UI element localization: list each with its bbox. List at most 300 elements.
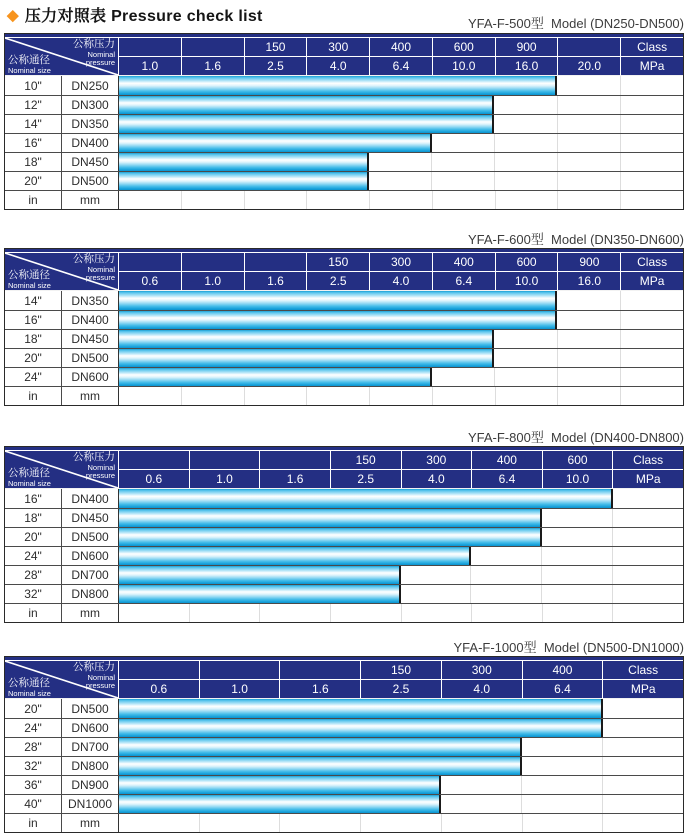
class-header-cell (199, 661, 280, 679)
empty-cell (521, 738, 602, 756)
pressure-bar-segment (119, 311, 181, 329)
mpa-header-cell: MPa (612, 470, 683, 488)
pressure-bar-segment (199, 776, 279, 794)
inch-size-cell: 16" (5, 489, 62, 508)
empty-cell (556, 76, 619, 95)
diamond-icon: ◆ (7, 7, 19, 24)
model-label: YFA-F-500型 Model (DN250-DN500) (467, 16, 684, 31)
class-header-cell: 400 (522, 661, 603, 679)
pressure-range-cells (119, 547, 683, 565)
pressure-bar-segment (243, 349, 305, 367)
mpa-header-cell: 1.0 (199, 680, 280, 698)
empty-cell (495, 191, 558, 209)
class-header-cell: 900 (557, 253, 620, 271)
pressure-bar-segment (119, 566, 189, 584)
pressure-bar-segment (119, 76, 181, 95)
empty-cell (368, 153, 431, 171)
pressure-bar-segment (359, 795, 440, 813)
pressure-bar-segment (520, 699, 601, 718)
empty-cell (557, 387, 620, 405)
empty-cell (620, 76, 683, 95)
class-header-cell: 150 (360, 661, 441, 679)
class-header-cell: Class (620, 38, 683, 56)
pressure-bar-segment (259, 547, 329, 565)
mpa-header-cell: 0.6 (141, 274, 159, 288)
pressure-bar-segment (189, 566, 259, 584)
class-header-row (119, 253, 683, 271)
inch-size-cell: 20" (5, 349, 62, 367)
pressure-bar-segment (306, 330, 368, 348)
pressure-bar-segment (119, 96, 181, 114)
pressure-bar-segment (189, 585, 259, 603)
pressure-bar-segment (243, 115, 305, 133)
empty-cell (542, 604, 613, 622)
inch-size-cell: 12" (5, 96, 62, 114)
pressure-bar-segment (279, 795, 359, 813)
pressure-bar-segment (119, 738, 199, 756)
class-header-cell: 300 (401, 451, 472, 469)
empty-cell (620, 330, 683, 348)
empty-cell (612, 509, 683, 527)
table-body (5, 489, 683, 622)
empty-cell (620, 96, 683, 114)
table-row (5, 348, 683, 367)
mpa-header-cell: 4.0 (369, 272, 432, 290)
empty-cell (612, 585, 683, 603)
pressure-range-cells (119, 795, 683, 813)
mpa-header-row (119, 679, 683, 698)
empty-cell (612, 489, 683, 508)
class-header-cell: Class (602, 661, 683, 679)
class-header-cell: 400 (471, 451, 542, 469)
class-header-cell (119, 253, 181, 271)
pressure-bar-segment (431, 311, 493, 329)
mpa-header-cell: 1.6 (259, 470, 330, 488)
pressure-bar-segment (359, 776, 440, 794)
mpa-header-cell: 1.6 (181, 57, 244, 75)
empty-cell (620, 368, 683, 386)
pressure-range-cells (119, 349, 683, 367)
class-header-cell (557, 38, 620, 56)
mpa-header-cell: 2.5 (306, 272, 369, 290)
table-row (5, 508, 683, 527)
mpa-header-cell: 16.0 (557, 272, 620, 290)
empty-cell (620, 134, 683, 152)
unit-mm-cell: mm (62, 814, 119, 832)
unit-inch-cell: in (5, 191, 62, 209)
pressure-range-cells (119, 115, 683, 133)
pressure-table (4, 33, 684, 210)
empty-cell (493, 96, 556, 114)
inch-size-cell: 24" (5, 368, 62, 386)
empty-cell (494, 368, 557, 386)
pressure-range-cells (119, 291, 683, 310)
nominal-pressure-en1: Nominal (87, 49, 115, 59)
dn-size-cell: DN400 (62, 489, 119, 508)
nominal-pressure-zh: 公称压力 (73, 661, 115, 673)
mpa-header-cell: 4.0 (401, 470, 472, 488)
empty-cell (441, 814, 522, 832)
pressure-bar-segment (368, 311, 430, 329)
pressure-bar-segment (430, 115, 493, 133)
pressure-bar-segment (189, 528, 259, 546)
nominal-size-en: Nominal size (8, 688, 51, 698)
empty-cell (521, 776, 602, 794)
empty-cell (369, 191, 432, 209)
pressure-bar-segment (329, 547, 399, 565)
pressure-bar-segment (259, 566, 329, 584)
pressure-range-cells (119, 738, 683, 756)
mpa-header-cell: 2.5 (244, 57, 307, 75)
class-header-cell (259, 451, 330, 469)
nominal-size-label (8, 55, 51, 74)
dn-size-cell: DN400 (62, 134, 119, 152)
empty-cell (620, 115, 683, 133)
mpa-header-cell: 6.4 (471, 470, 542, 488)
empty-cell (541, 509, 612, 527)
pressure-range-cells (119, 585, 683, 603)
inch-size-cell: 20" (5, 172, 62, 190)
nominal-pressure-zh: 公称压力 (73, 253, 115, 265)
empty-cell (369, 387, 432, 405)
pressure-bar-segment (470, 509, 541, 527)
empty-cell (602, 719, 683, 737)
class-header-cell (181, 38, 244, 56)
pressure-bar-segment (470, 489, 540, 508)
empty-cell (368, 172, 431, 190)
pressure-bar-segment (400, 509, 470, 527)
class-header-cell: 400 (369, 38, 432, 56)
pressure-table (4, 446, 684, 623)
pressure-bar-segment (181, 368, 243, 386)
diagonal-header-cell (5, 253, 119, 290)
pressure-bar-segment (243, 134, 305, 152)
dn-size-cell: DN300 (62, 96, 119, 114)
empty-cell (119, 387, 181, 405)
pressure-range-cells (119, 311, 683, 329)
pressure-bar-segment (181, 134, 243, 152)
empty-cell (244, 191, 307, 209)
inch-size-cell: 20" (5, 699, 62, 718)
empty-cell (470, 585, 541, 603)
pressure-bar-segment (189, 547, 259, 565)
dn-size-cell: DN500 (62, 528, 119, 546)
mpa-header-cell: 2.5 (360, 680, 441, 698)
empty-cell (602, 699, 683, 718)
pressure-bar-segment (181, 172, 243, 190)
empty-cell (306, 387, 369, 405)
empty-cell (471, 604, 542, 622)
pressure-bar-segment (306, 96, 368, 114)
empty-cell (620, 153, 683, 171)
empty-cell (400, 566, 471, 584)
pressure-bar-segment (119, 795, 199, 813)
pressure-bar-segment (260, 489, 330, 508)
unit-footer-row (5, 190, 683, 209)
class-header-cell (119, 38, 181, 56)
nominal-pressure-label (73, 452, 115, 480)
pressure-bar-segment (368, 330, 430, 348)
pressure-bar-segment (181, 349, 243, 367)
empty-cell (557, 134, 620, 152)
pressure-range-cells (119, 76, 683, 95)
pressure-bar-segment (400, 528, 470, 546)
pressure-range-cells (119, 368, 683, 386)
pressure-range-cells (119, 776, 683, 794)
nominal-pressure-en2: pressure (85, 471, 115, 480)
empty-cell (602, 795, 683, 813)
nominal-pressure-en1: Nominal (87, 264, 115, 274)
pressure-bar-segment (306, 311, 368, 329)
empty-cell (556, 291, 619, 310)
pressure-bar-segment (368, 96, 430, 114)
pressure-bar-segment (279, 757, 359, 775)
table-row (5, 329, 683, 348)
nominal-size-zh: 公称通径 (8, 677, 50, 689)
pressure-bar-segment (329, 585, 400, 603)
unit-inch-cell: in (5, 387, 62, 405)
empty-cell (432, 387, 495, 405)
pressure-bar-segment (119, 134, 181, 152)
empty-cell (493, 349, 556, 367)
pressure-range-cells (119, 699, 683, 718)
table-body (5, 699, 683, 832)
pressure-bar-segment (119, 776, 199, 794)
pressure-bar-segment (306, 291, 368, 310)
dn-size-cell: DN450 (62, 509, 119, 527)
pressure-bar-segment (306, 76, 368, 95)
empty-cell (522, 814, 603, 832)
empty-cell (620, 191, 683, 209)
pressure-table (4, 656, 684, 833)
empty-cell (244, 387, 307, 405)
mpa-header-cell: 0.6 (150, 682, 168, 696)
dn-size-cell: DN600 (62, 547, 119, 565)
class-header-cell (244, 253, 307, 271)
pressure-bar-segment (330, 489, 400, 508)
table-row (5, 95, 683, 114)
pressure-bar-segment (119, 585, 189, 603)
inch-size-cell: 32" (5, 585, 62, 603)
inch-size-cell: 36" (5, 776, 62, 794)
empty-cell (401, 604, 472, 622)
mpa-header-cell: MPa (620, 57, 683, 75)
empty-cell (620, 291, 683, 310)
table-row (5, 737, 683, 756)
table-row (5, 756, 683, 775)
table-row (5, 794, 683, 813)
mpa-header-cell: 6.4 (432, 272, 495, 290)
empty-cell (557, 368, 620, 386)
class-header-cell: 300 (306, 38, 369, 56)
empty-cell (557, 115, 620, 133)
pressure-range-cells (119, 528, 683, 546)
model-label: YFA-F-800型 Model (DN400-DN800) (467, 430, 684, 445)
nominal-pressure-en1: Nominal (87, 672, 115, 682)
empty-cell (400, 585, 471, 603)
class-header-row (119, 451, 683, 469)
nominal-pressure-en2: pressure (85, 681, 115, 690)
dn-size-cell: DN900 (62, 776, 119, 794)
pressure-bar-segment (368, 349, 430, 367)
nominal-size-label (8, 468, 51, 487)
empty-cell (493, 330, 556, 348)
diagonal-header-cell (5, 451, 119, 488)
diagonal-header-cell (5, 38, 119, 75)
unit-mm-cell: mm (62, 387, 119, 405)
pressure-range-cells (119, 719, 683, 737)
empty-cell (470, 547, 541, 565)
class-header-cell: 300 (441, 661, 522, 679)
pressure-range-cells (119, 566, 683, 584)
pressure-bar-segment (279, 738, 359, 756)
empty-cell (330, 604, 401, 622)
pressure-bar-segment (243, 153, 305, 171)
inch-size-cell: 18" (5, 330, 62, 348)
nominal-size-zh: 公称通径 (8, 467, 50, 479)
pressure-range-cells (119, 330, 683, 348)
pressure-bar-segment (181, 153, 243, 171)
empty-cell (620, 387, 683, 405)
table-row (5, 114, 683, 133)
table-row (5, 775, 683, 794)
pressure-range-cells (119, 96, 683, 114)
pressure-bar-segment (199, 699, 279, 718)
model-label: YFA-F-1000型 Model (DN500-DN1000) (453, 640, 684, 655)
empty-cell (431, 172, 494, 190)
mpa-header-cell: 4.0 (441, 680, 522, 698)
nominal-pressure-label (73, 254, 115, 282)
unit-footer-row (5, 813, 683, 832)
pressure-bar-segment (329, 509, 399, 527)
pressure-bar-segment (199, 795, 279, 813)
table-row (5, 171, 683, 190)
pressure-range-cells (119, 814, 683, 832)
empty-cell (259, 604, 330, 622)
pressure-table (4, 248, 684, 406)
pressure-bar-segment (243, 96, 305, 114)
pressure-bar-segment (259, 585, 329, 603)
pressure-bar-segment (243, 172, 305, 190)
table-body (5, 76, 683, 209)
dn-size-cell: DN500 (62, 349, 119, 367)
empty-cell (199, 814, 280, 832)
pressure-range-cells (119, 509, 683, 527)
pressure-bar-segment (493, 291, 556, 310)
dn-size-cell: DN450 (62, 153, 119, 171)
nominal-size-label (8, 678, 51, 697)
pressure-bar-segment (360, 719, 440, 737)
class-header-cell: 600 (542, 451, 613, 469)
pressure-bar-segment (367, 134, 430, 152)
pressure-bar-segment (181, 96, 243, 114)
mpa-header-cell: MPa (620, 272, 683, 290)
class-header-cell (119, 451, 189, 469)
empty-cell (493, 115, 556, 133)
pressure-range-cells (119, 387, 683, 405)
mpa-header-cell: 1.6 (279, 680, 360, 698)
class-header-cell: 150 (330, 451, 401, 469)
table-row (5, 133, 683, 152)
pressure-bar-segment (305, 153, 368, 171)
empty-cell (181, 191, 244, 209)
mpa-header-cell: 1.0 (141, 59, 159, 73)
empty-cell (521, 757, 602, 775)
dn-size-cell: DN600 (62, 719, 119, 737)
empty-cell (541, 566, 612, 584)
empty-cell (181, 387, 244, 405)
mpa-header-cell: 16.0 (495, 57, 558, 75)
empty-cell (612, 547, 683, 565)
dn-size-cell: DN500 (62, 699, 119, 718)
inch-size-cell: 10" (5, 76, 62, 95)
nominal-size-zh: 公称通径 (8, 54, 50, 66)
inch-size-cell: 16" (5, 311, 62, 329)
pressure-bar-segment (189, 489, 259, 508)
inch-size-cell: 28" (5, 738, 62, 756)
dn-size-cell: DN400 (62, 311, 119, 329)
pressure-range-cells (119, 604, 683, 622)
mpa-header-cell: 1.6 (244, 272, 307, 290)
pressure-bar-segment (119, 330, 181, 348)
empty-cell (431, 153, 494, 171)
pressure-bar-segment (440, 719, 520, 737)
inch-size-cell: 18" (5, 509, 62, 527)
mpa-header-cell: 0.6 (145, 472, 163, 486)
inch-size-cell: 14" (5, 115, 62, 133)
table-header (5, 657, 683, 699)
pressure-bar-segment (181, 311, 243, 329)
mpa-header-row (119, 271, 683, 290)
pressure-bar-segment (359, 738, 439, 756)
class-header-cell (189, 451, 260, 469)
table-header (5, 34, 683, 76)
empty-cell (431, 134, 494, 152)
pressure-bar-segment (431, 76, 493, 95)
pressure-bar-segment (244, 76, 306, 95)
class-header-cell (181, 253, 244, 271)
pressure-bar-segment (306, 115, 368, 133)
mpa-header-cell: 10.0 (542, 470, 613, 488)
pressure-bar-segment (541, 489, 612, 508)
empty-cell (432, 191, 495, 209)
empty-cell (119, 604, 189, 622)
nominal-size-en: Nominal size (8, 65, 51, 75)
pressure-bar-segment (119, 719, 199, 737)
pressure-bar-segment (189, 509, 259, 527)
pressure-bar-segment (181, 330, 243, 348)
pressure-bar-segment (119, 489, 189, 508)
pressure-bar-segment (430, 349, 493, 367)
pressure-bar-segment (119, 368, 181, 386)
pressure-bar-segment (259, 509, 329, 527)
pressure-bar-segment (367, 368, 430, 386)
dn-size-cell: DN700 (62, 566, 119, 584)
pressure-bar-segment (520, 719, 601, 737)
class-header-row (119, 661, 683, 679)
dn-size-cell: DN700 (62, 738, 119, 756)
dn-size-cell: DN350 (62, 115, 119, 133)
class-header-cell (119, 661, 199, 679)
empty-cell (557, 349, 620, 367)
dn-size-cell: DN500 (62, 172, 119, 190)
table-row (5, 527, 683, 546)
table-row (5, 699, 683, 718)
pressure-bar-segment (119, 349, 181, 367)
pressure-bar-segment (280, 699, 360, 718)
nominal-size-label (8, 270, 51, 289)
unit-footer-row (5, 603, 683, 622)
